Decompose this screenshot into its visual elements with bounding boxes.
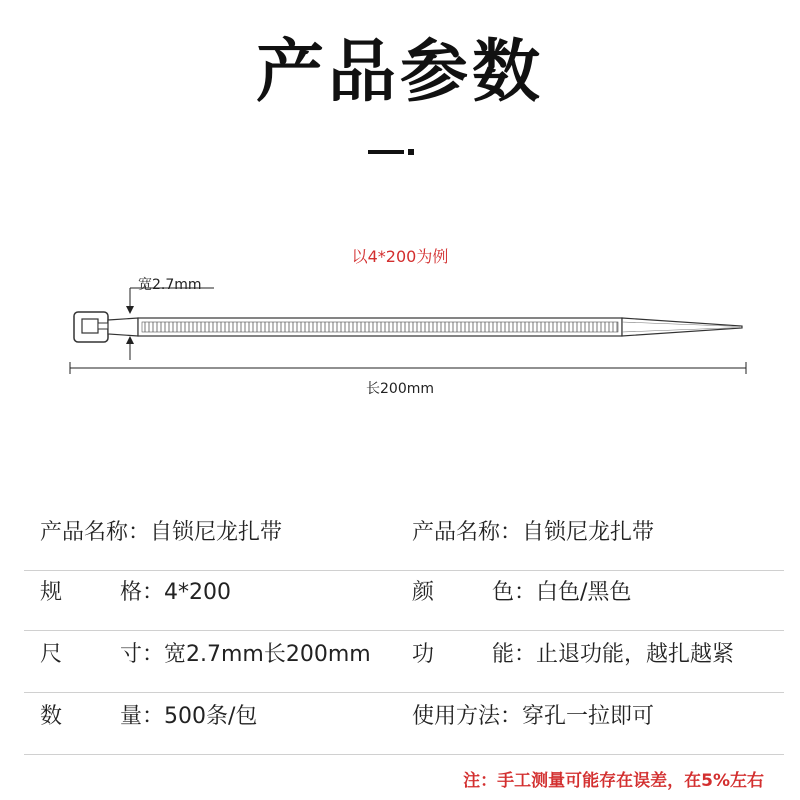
tie-teeth (142, 322, 618, 332)
spec-sep: ： (514, 642, 537, 667)
spec-left-cell (40, 560, 231, 626)
spec-value: 止退功能，越扎越紧 (536, 642, 735, 667)
spec-sep: ： (142, 642, 165, 667)
spec-label: 功能 (412, 642, 514, 667)
spec-sep: ： (142, 580, 165, 605)
spec-right-cell (412, 622, 734, 688)
spec-value: 白色/黑色 (536, 580, 632, 605)
page-title: 产品参数 (255, 33, 544, 112)
spec-right-cell (412, 684, 654, 750)
example-note: 以4*200为例 (351, 247, 449, 266)
tie-neck (108, 318, 138, 336)
underline-bar (368, 150, 404, 154)
spec-label: 使用方法 (412, 704, 501, 729)
title-underline-decoration (368, 147, 428, 157)
spec-value: 4*200 (164, 580, 232, 605)
width-arrow-top (126, 306, 134, 314)
spec-value: 宽2.7mm长200mm (164, 642, 371, 667)
measurement-note: 注：手工测量可能存在误差，在5%左右 (463, 771, 764, 791)
spec-table (24, 500, 784, 770)
spec-right-cell (412, 560, 631, 626)
spec-row (24, 560, 784, 631)
spec-label: 颜色 (412, 580, 514, 605)
spec-label: 规格 (40, 580, 142, 605)
spec-sep: ： (514, 580, 537, 605)
spec-label: 产品名称 (40, 520, 129, 545)
spec-sep: ： (142, 704, 165, 729)
spec-sep: ： (500, 704, 523, 729)
spec-value: 自锁尼龙扎带 (522, 520, 655, 545)
width-label: 宽2.7mm (138, 277, 202, 293)
spec-value: 穿孔一拉即可 (522, 704, 655, 729)
width-arrow-bottom (126, 336, 134, 344)
spec-value: 500条/包 (164, 704, 258, 729)
tie-tail (622, 318, 742, 336)
spec-sep: ： (500, 520, 523, 545)
spec-label: 尺寸 (40, 642, 142, 667)
tie-head-slot (82, 319, 98, 333)
spec-row (24, 622, 784, 693)
spec-left-cell (40, 622, 371, 688)
underline-dot (408, 149, 414, 155)
spec-right-cell (412, 500, 654, 566)
spec-left-cell (40, 500, 282, 566)
spec-value: 自锁尼龙扎带 (150, 520, 283, 545)
spec-label: 数量 (40, 704, 142, 729)
spec-left-cell (40, 684, 257, 750)
length-label: 长200mm (366, 381, 434, 397)
cable-tie-diagram (0, 268, 800, 408)
tie-head-pawl (98, 323, 108, 329)
spec-sep: ： (128, 520, 151, 545)
spec-label: 产品名称 (412, 520, 501, 545)
spec-row (24, 684, 784, 755)
